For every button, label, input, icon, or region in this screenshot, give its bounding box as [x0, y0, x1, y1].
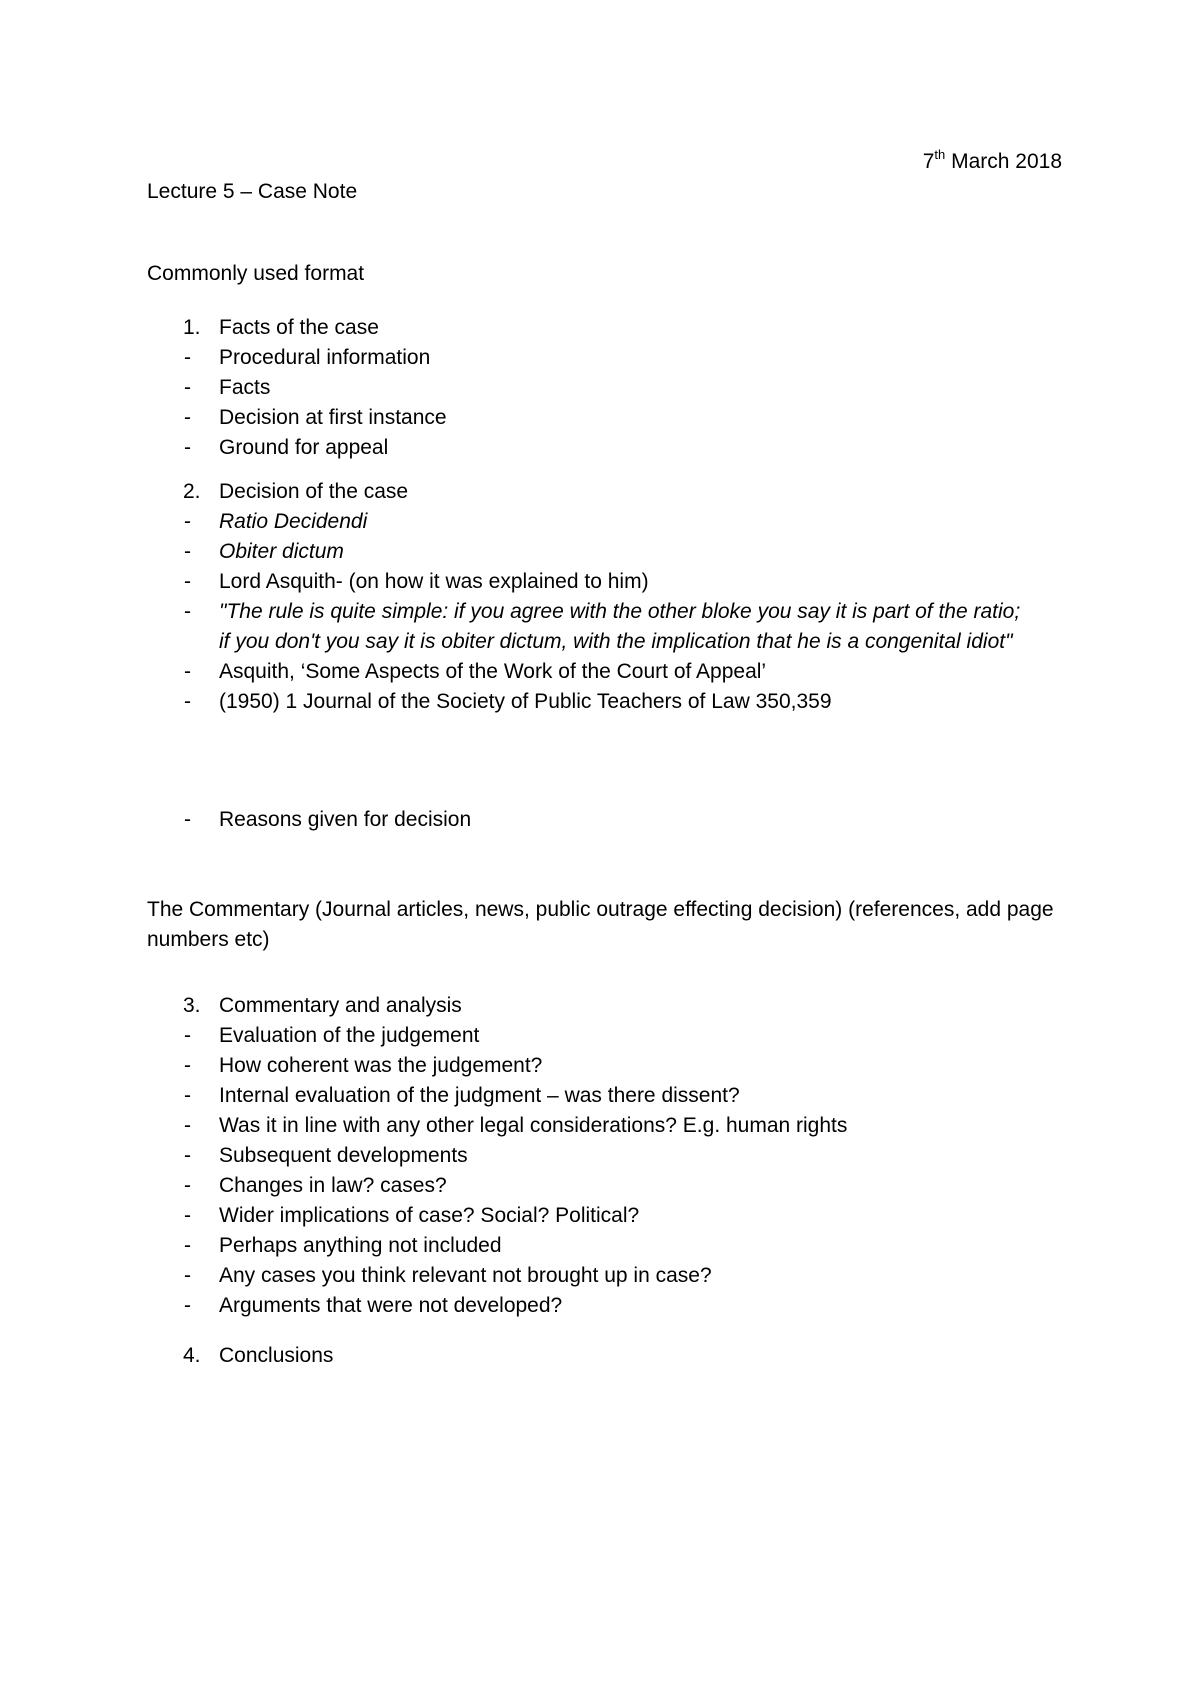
list-item-text: Any cases you think relevant not brought up in case? [219, 1264, 712, 1287]
list-number: 4. [183, 1344, 201, 1367]
section-3-label: Commentary and analysis [219, 994, 462, 1017]
section-4-heading [147, 1341, 1067, 1371]
date [923, 147, 1062, 177]
list-item [147, 567, 1067, 597]
list-item [147, 1291, 1067, 1321]
list-item [147, 1201, 1067, 1231]
section-3-heading [147, 991, 1067, 1021]
list-number: 2. [183, 480, 201, 503]
list-item-text: Asquith, ‘Some Aspects of the Work of the Court of Appeal’ [219, 660, 767, 683]
dash-marker: - [184, 346, 191, 369]
list-item [147, 1111, 1067, 1141]
list-item-text: Reasons given for decision [219, 808, 472, 831]
dash-marker: - [184, 1204, 191, 1227]
list-number: 1. [183, 316, 201, 339]
section-4 [147, 1341, 1067, 1371]
format-heading-text: Commonly used format [147, 262, 365, 285]
dash-marker: - [184, 660, 191, 683]
list-item [147, 687, 1067, 717]
format-heading [147, 259, 1067, 289]
list-item-text: Ground for appeal [219, 436, 389, 459]
dash-marker: - [184, 570, 191, 593]
list-item [147, 805, 1067, 835]
list-item [147, 343, 1067, 373]
list-item-text: Subsequent developments [219, 1144, 468, 1167]
list-item-text: Facts [219, 376, 271, 399]
list-item-text: Ratio Decidendi [219, 510, 368, 533]
list-item-text: Was it in line with any other legal considerations? E.g. human rights [219, 1114, 848, 1137]
section-4-label: Conclusions [219, 1344, 334, 1367]
list-item [147, 537, 1067, 567]
quote-item [147, 597, 1029, 657]
dash-marker: - [184, 436, 191, 459]
dash-marker: - [184, 406, 191, 429]
section-2-heading [147, 477, 1067, 507]
section-3 [147, 991, 1067, 1321]
dash-marker: - [184, 690, 191, 713]
dash-marker: - [184, 1114, 191, 1137]
dash-marker: - [184, 1024, 191, 1047]
dash-marker: - [184, 1264, 191, 1287]
list-item-text: Decision at first instance [219, 406, 447, 429]
dash-marker: - [184, 1084, 191, 1107]
list-item-text: Wider implications of case? Social? Political? [219, 1204, 640, 1227]
list-item [147, 373, 1067, 403]
quote-text: "The rule is quite simple: if you agree with the other bloke you say it is part of the ratio; if you don't you say it is obiter dictum, with the implication that he is a congenital idiot" [219, 600, 1021, 653]
list-item [147, 1171, 1067, 1201]
list-item-text: Arguments that were not developed? [219, 1294, 563, 1317]
dash-marker: - [184, 1144, 191, 1167]
dash-marker: - [184, 540, 191, 563]
list-item [147, 403, 1067, 433]
section-1-heading [147, 313, 1067, 343]
list-item-text: Obiter dictum [219, 540, 344, 563]
list-item [147, 1231, 1067, 1261]
section-2-extra [147, 805, 1067, 835]
section-1 [147, 313, 1067, 463]
date-suffix: th [934, 147, 946, 162]
list-item-text: Evaluation of the judgement [219, 1024, 480, 1047]
date-rest: March 2018 [945, 150, 1062, 173]
date-day: 7 [922, 150, 935, 173]
list-item [147, 507, 1067, 537]
list-item [147, 1261, 1067, 1291]
list-item-text: Perhaps anything not included [219, 1234, 502, 1257]
dash-marker: - [184, 1234, 191, 1257]
list-item-text: Changes in law? cases? [219, 1174, 447, 1197]
section-2-label: Decision of the case [219, 480, 409, 503]
list-item-text: Lord Asquith- (on how it was explained to him) [219, 570, 649, 593]
list-item-text: How coherent was the judgement? [219, 1054, 543, 1077]
commentary-paragraph: The Commentary (Journal articles, news, public outrage effecting decision) (references, add page numbers etc) [147, 898, 1054, 951]
list-item [147, 1081, 1067, 1111]
list-number: 3. [183, 994, 201, 1017]
section-1-label: Facts of the case [219, 316, 379, 339]
dash-marker: - [184, 1174, 191, 1197]
list-item [147, 657, 1067, 687]
list-item [147, 1051, 1067, 1081]
dash-marker: - [184, 1294, 191, 1317]
list-item-text: Procedural information [219, 346, 431, 369]
list-item-text: (1950) 1 Journal of the Society of Public Teachers of Law 350,359 [219, 690, 832, 713]
section-2 [147, 477, 1067, 717]
dash-marker: - [184, 376, 191, 399]
dash-marker: - [184, 808, 191, 831]
list-item [147, 433, 1067, 463]
page-title: Lecture 5 – Case Note [147, 180, 358, 203]
dash-marker: - [184, 600, 191, 623]
dash-marker: - [184, 510, 191, 533]
list-item [147, 1021, 1067, 1051]
list-item [147, 1141, 1067, 1171]
dash-marker: - [184, 1054, 191, 1077]
list-item-text: Internal evaluation of the judgment – was there dissent? [219, 1084, 740, 1107]
